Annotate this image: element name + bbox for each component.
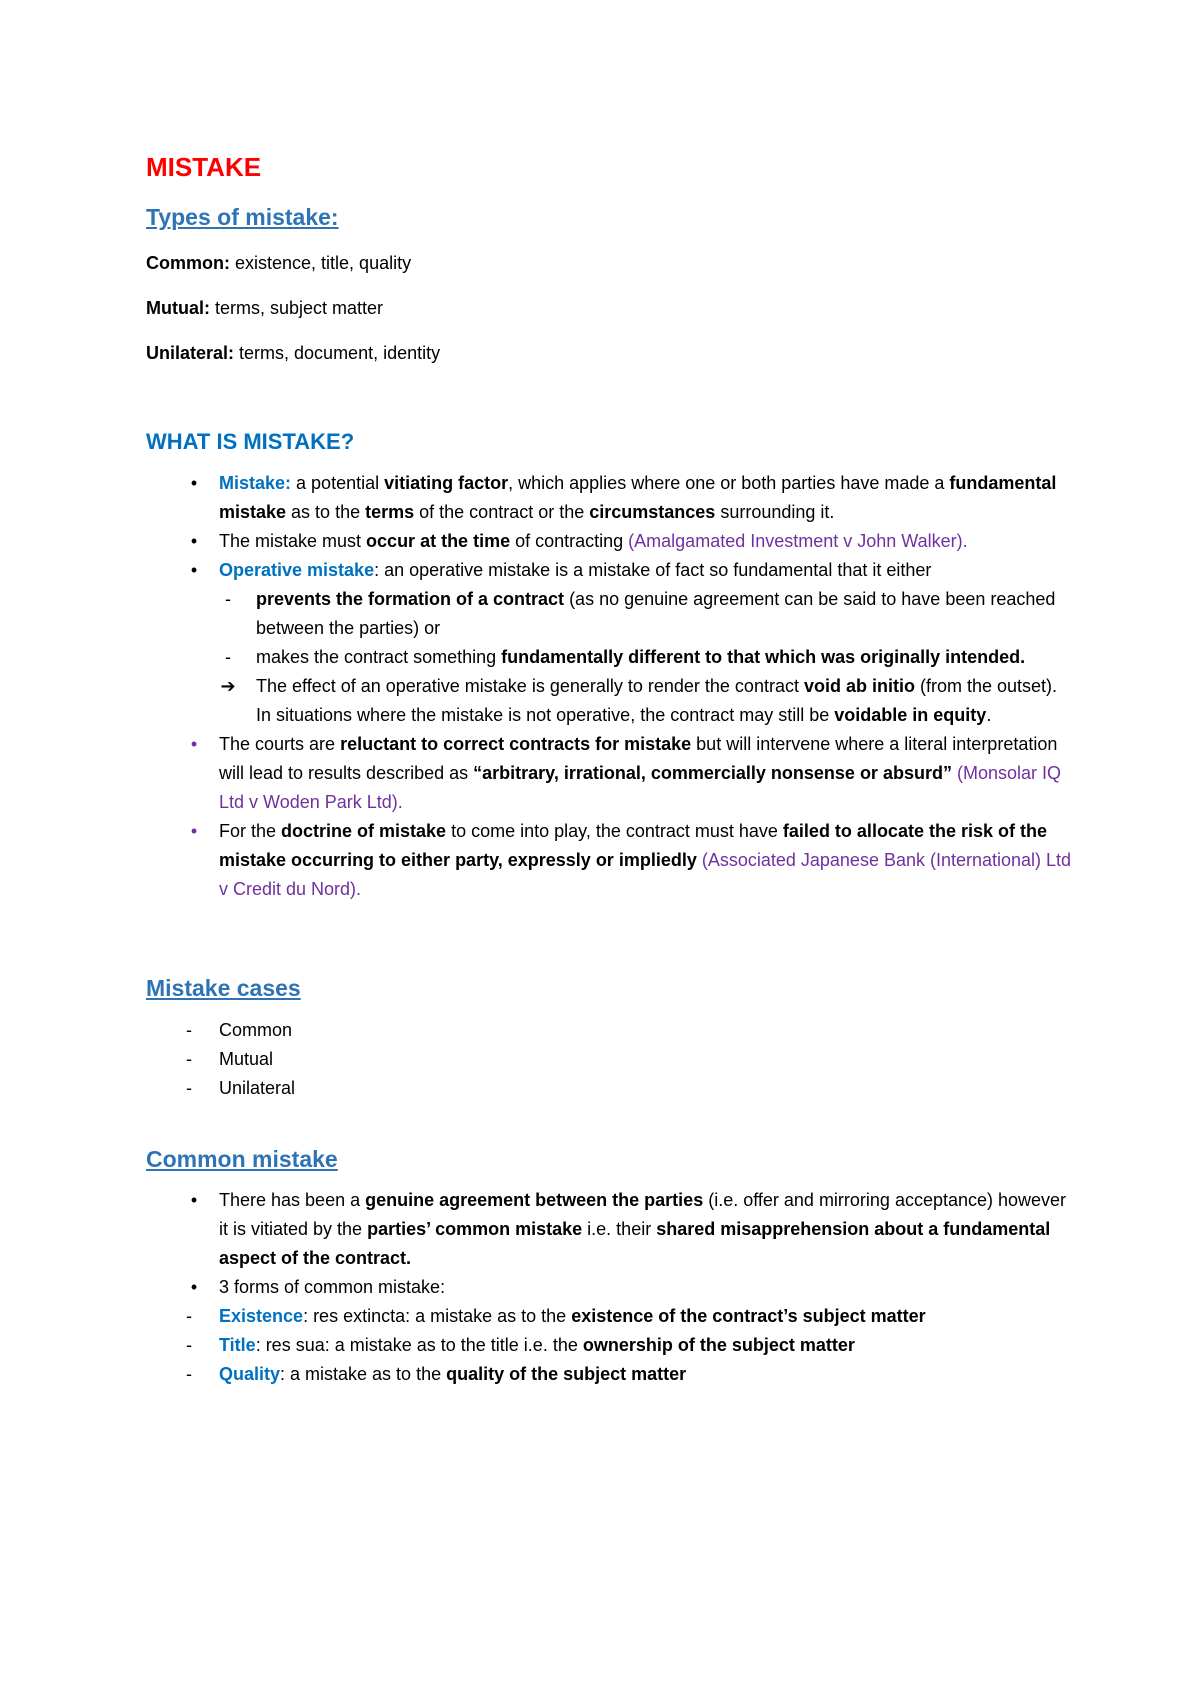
case-reference: (Associated Japanese Bank (International) Ltd v Credit du Nord).	[219, 849, 1072, 899]
list-item: - Common	[146, 1016, 1076, 1045]
list-item: - Title: res sua: a mistake as to the title i.e. the ownership of the subject matter	[146, 1331, 1076, 1360]
bullet-icon: •	[190, 530, 198, 551]
dash-icon: -	[186, 1077, 192, 1098]
bullet-icon: •	[190, 820, 198, 841]
mistake-cases-heading: Mistake cases	[146, 974, 301, 1001]
dash-icon: -	[186, 1335, 192, 1356]
list-item: - Quality: a mistake as to the quality of the subject matter	[146, 1360, 1076, 1389]
list-item: - makes the contract something fundamentally different to that which was originally intended.	[146, 643, 1076, 672]
bullet-icon: •	[190, 472, 198, 493]
case-reference: (Monsolar IQ Ltd v Woden Park Ltd).	[219, 762, 1061, 812]
list-item: • Mistake: a potential vitiating factor, which applies where one or both parties have made a fundamental mistake as to the terms of the contract or the circumstances surrounding it.	[146, 469, 1076, 527]
list-item: • The courts are reluctant to correct contracts for mistake but will intervene where a literal interpretation will lead to results described as “arbitrary, irrational, commercially nonsense or absurd” (Monsolar IQ Ltd v Woden Park Ltd).	[146, 730, 1076, 817]
list-item: • For the doctrine of mistake to come into play, the contract must have failed to allocate the risk of the mistake occurring to either party, expressly or impliedly (Associated Japanese Bank (International) Ltd v Credit du Nord).	[146, 817, 1076, 904]
dash-icon: -	[186, 1306, 192, 1327]
bullet-icon: •	[190, 559, 198, 580]
case-reference: (Amalgamated Investment v John Walker).	[628, 530, 968, 551]
arrow-right-icon: ➔	[220, 675, 236, 696]
document-content	[146, 140, 1076, 1389]
bullet-icon: •	[190, 1277, 198, 1298]
type-common: Common: existence, title, quality	[146, 253, 412, 274]
list-item: ➔ The effect of an operative mistake is generally to render the contract void ab initio (from the outset). In situations where the mistake is not operative, the contract may still be voidable in equity.	[146, 672, 1076, 730]
common-mistake-heading: Common mistake	[146, 1145, 338, 1172]
dash-icon: -	[186, 1019, 192, 1040]
dash-icon: -	[225, 588, 231, 609]
list-item: • 3 forms of common mistake:	[146, 1273, 1076, 1302]
bullet-icon: •	[190, 733, 198, 754]
list-item: - Unilateral	[146, 1074, 1076, 1103]
list-item: - Mutual	[146, 1045, 1076, 1074]
list-item: - Existence: res extincta: a mistake as to the existence of the contract’s subject matter	[146, 1302, 1076, 1331]
list-item: - prevents the formation of a contract (as no genuine agreement can be said to have been reached between the parties) or	[146, 585, 1076, 643]
list-item: • There has been a genuine agreement between the parties (i.e. offer and mirroring acceptance) however it is vitiated by the parties’ common mistake i.e. their shared misapprehension about a fundamental aspect of the contract.	[146, 1186, 1076, 1273]
what-is-mistake-list	[146, 469, 1076, 904]
bullet-icon: •	[190, 1190, 198, 1211]
what-is-mistake-heading: WHAT IS MISTAKE?	[146, 429, 355, 455]
list-item: • The mistake must occur at the time of contracting (Amalgamated Investment v John Walker).	[146, 527, 1076, 556]
type-mutual: Mutual: terms, subject matter	[146, 298, 384, 319]
dash-icon: -	[225, 646, 231, 667]
type-unilateral: Unilateral: terms, document, identity	[146, 343, 441, 364]
common-mistake-list	[146, 1186, 1076, 1302]
operative-mistake-sublist	[219, 585, 1076, 730]
common-mistake-forms-list	[146, 1302, 1076, 1389]
list-item: • Operative mistake: an operative mistake is a mistake of fact so fundamental that it either - prevents the formation of a contract (as no genuine agreement can be said to have been reached between the parties) or - makes the contract something fundamentally different to that which was originally intended. ➔ The effect of an operative mistake is generally to render the contract void ab initio (from the outset). In situations where the mistake is not operative, the contract may still be voidable in equity.	[146, 556, 1076, 730]
dash-icon: -	[186, 1364, 192, 1385]
types-heading: Types of mistake:	[146, 204, 339, 231]
mistake-cases-list	[146, 1016, 1076, 1103]
dash-icon: -	[186, 1048, 192, 1069]
document-title: MISTAKE	[146, 152, 262, 182]
